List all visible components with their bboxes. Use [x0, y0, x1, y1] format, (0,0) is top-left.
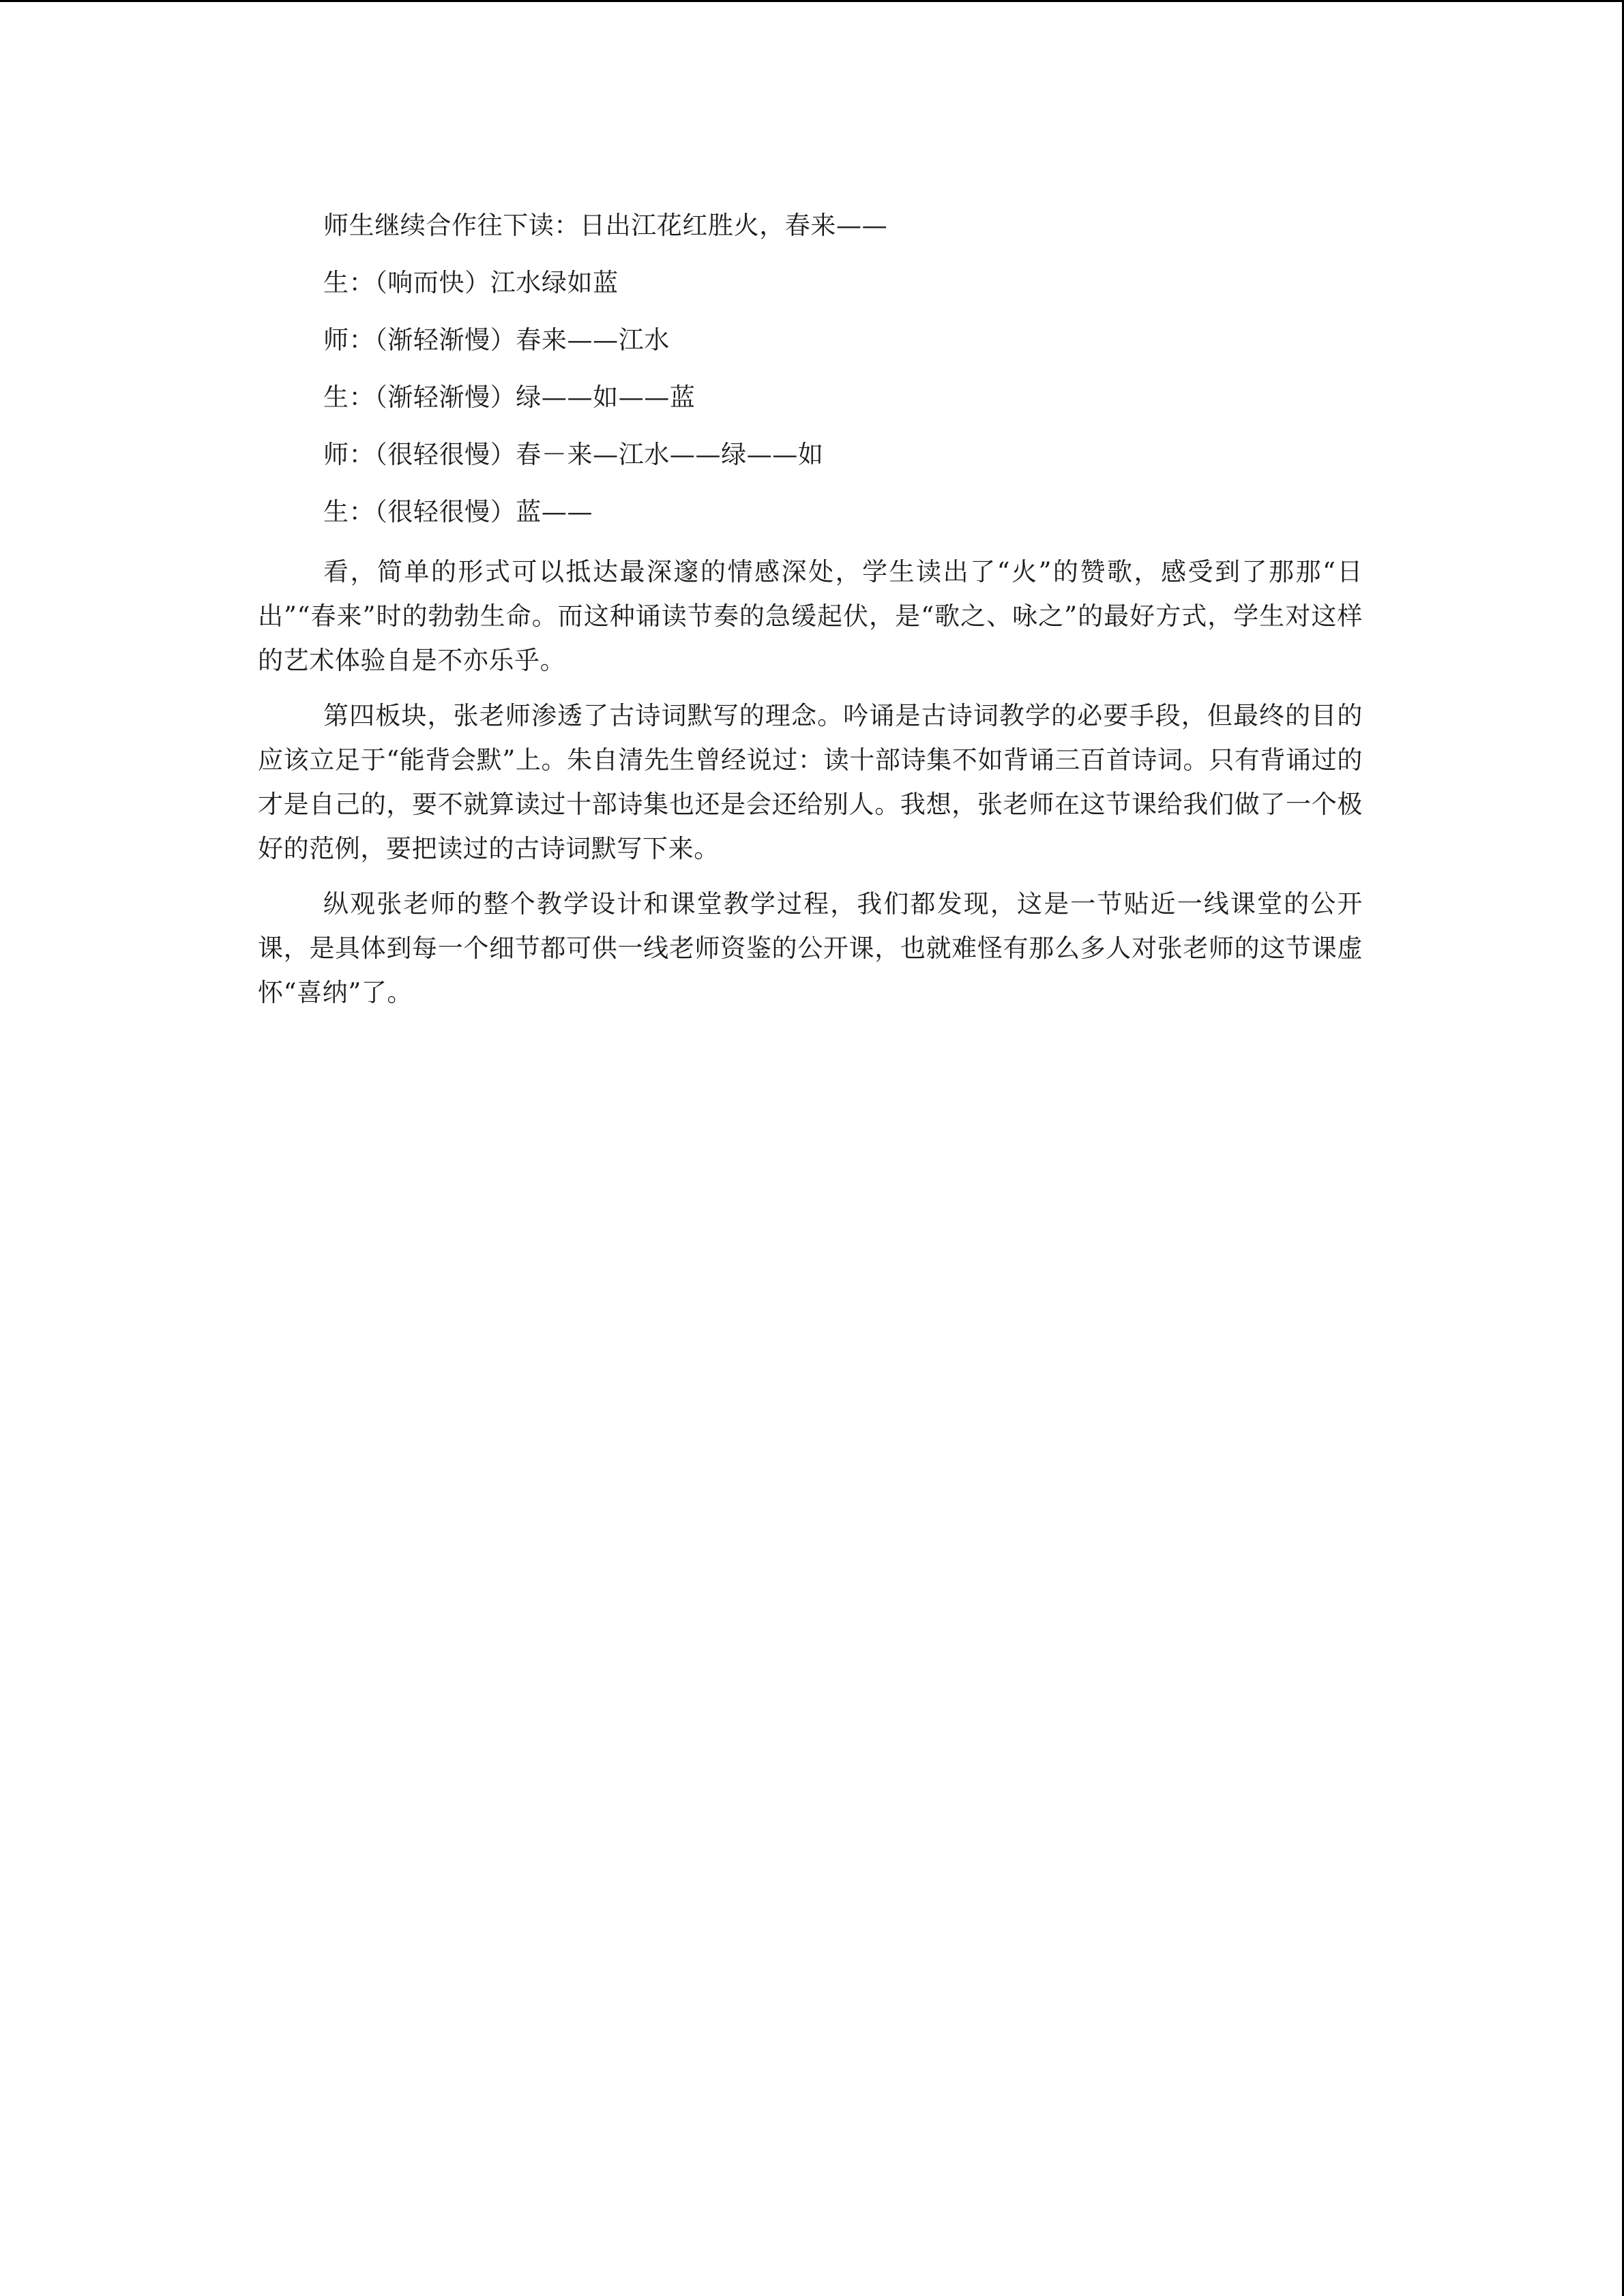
dialogue-line: 师生继续合作往下读：日出江花红胜火，春来——: [323, 211, 888, 240]
dialogue-line: 生：（渐轻渐慢）绿——如——蓝: [323, 383, 696, 412]
dialogue-line: 生：（响而快）江水绿如蓝: [323, 268, 619, 297]
body-paragraph: 第四板块，张老师渗透了古诗词默写的理念。吟诵是古诗词教学的必要手段，但最终的目的应该立足于“能背会默”上。朱自清先生曾经说过：读十部诗集不如背诵三百首诗词。只有背诵过的才是自己的，要不就算读过十部诗集也还是会还给别人。我想，张老师在这节课给我们做了一个极好的范例，要把读过的古诗词默写下来。: [258, 701, 1363, 863]
document-body: [258, 206, 1363, 1026]
body-paragraph: 纵观张老师的整个教学设计和课堂教学过程，我们都发现，这是一节贴近一线课堂的公开课，是具体到每一个细节都可供一线老师资鉴的公开课，也就难怪有那么多人对张老师的这节课虚怀“喜纳”了。: [258, 889, 1363, 1007]
dialogue-line: 生：（很轻很慢）蓝——: [323, 497, 593, 526]
dialogue-line: 师：（渐轻渐慢）春来——江水: [323, 325, 670, 355]
body-paragraph: 看，简单的形式可以抵达最深邃的情感深处，学生读出了“火”的赞歌，感受到了那那“日出”“春来”时的勃勃生命。而这种诵读节奏的急缓起伏，是“歌之、咏之”的最好方式，学生对这样的艺术体验自是不亦乐乎。: [258, 557, 1363, 675]
dialogue-line: 师：（很轻很慢）春－来—江水——绿——如: [323, 440, 824, 469]
